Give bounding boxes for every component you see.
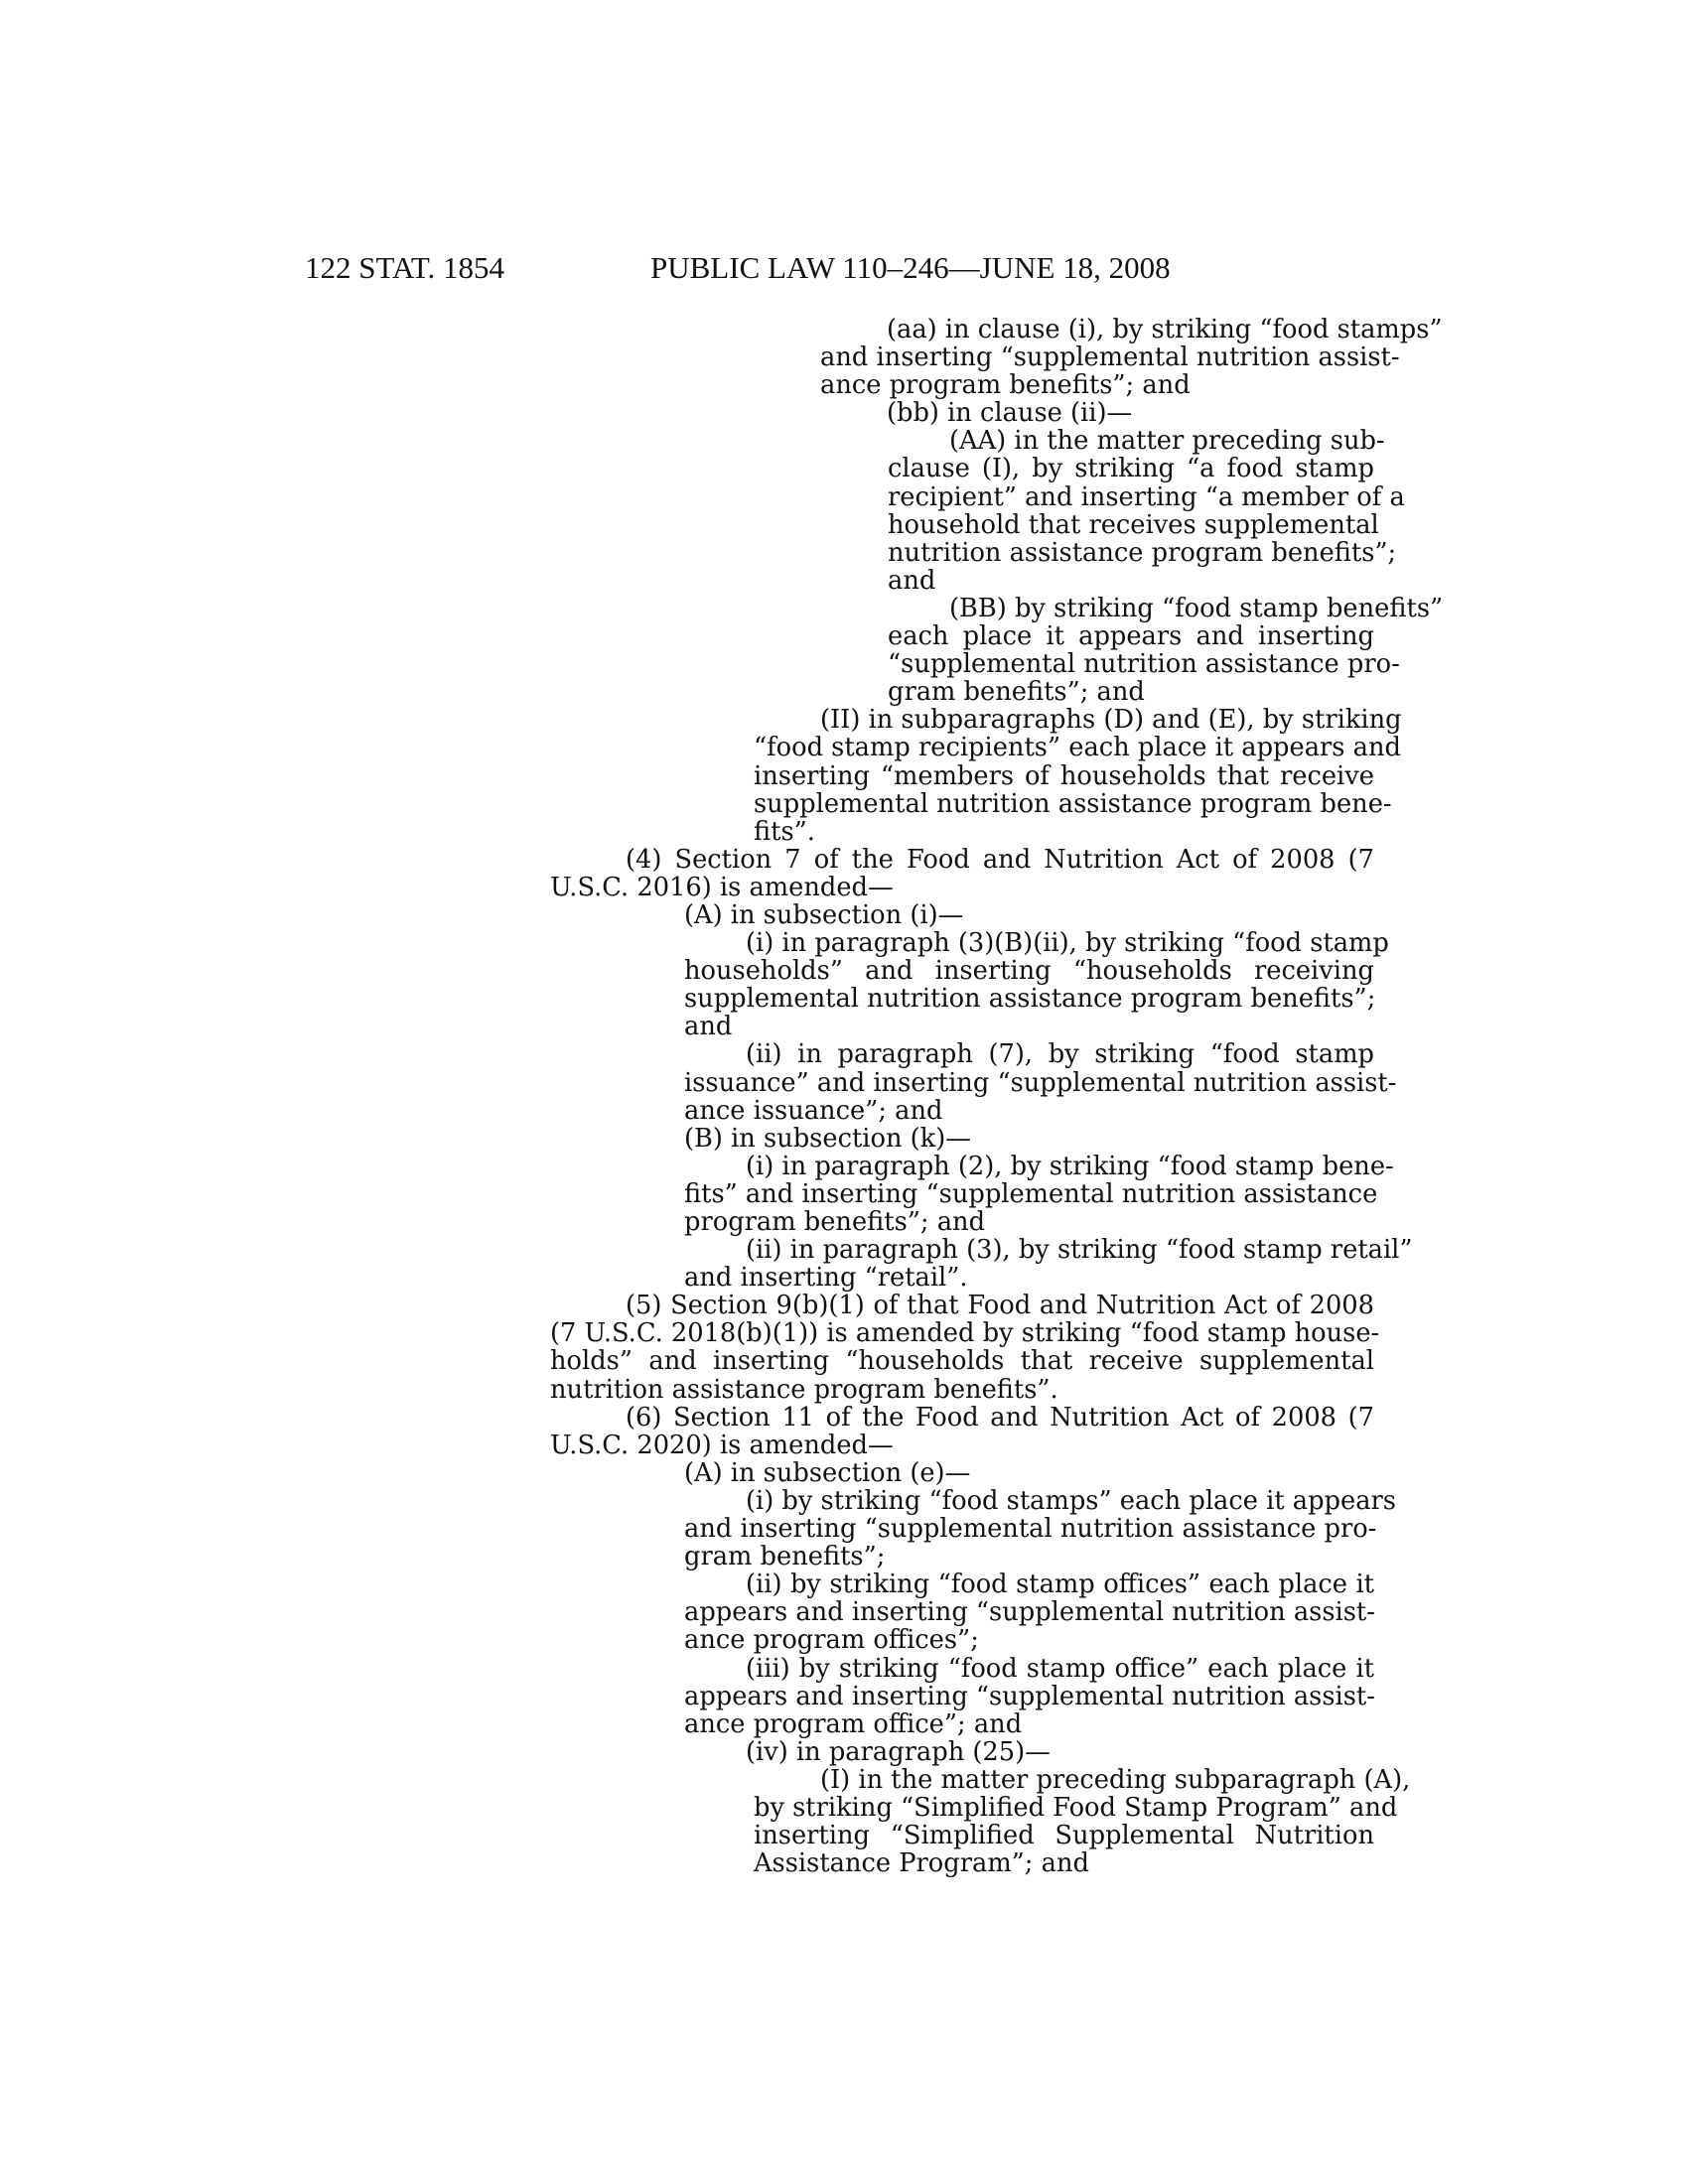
text-line: (A) in subsection (e)—: [684, 1457, 971, 1488]
text-line: and inserting “supplemental nutrition assistance pro-: [684, 1514, 1377, 1545]
text-line: (B) in subsection (k)—: [684, 1123, 971, 1154]
text-line: (i) in paragraph (3)(B)(ii), by striking “food stamp: [746, 928, 1389, 959]
text-line: and: [684, 1012, 733, 1042]
text-line: (ii) by striking “food stamp offices” each place it: [746, 1570, 1374, 1600]
text-line: (ii) in paragraph (7), by striking “food stamp: [746, 1039, 1374, 1070]
text-line: each place it appears and inserting: [888, 621, 1374, 652]
text-line: nutrition assistance program benefits”.: [550, 1374, 1058, 1405]
text-line: ance program benefits”; and: [820, 370, 1191, 401]
text-line: ance issuance”; and: [684, 1095, 943, 1126]
text-line: (bb) in clause (ii)—: [887, 398, 1133, 429]
text-line: (A) in subsection (i)—: [684, 899, 964, 930]
text-line: fits”.: [754, 816, 815, 847]
text-line: holds” and inserting “households that receive supplemental: [550, 1346, 1374, 1377]
text-line: supplemental nutrition assistance program benefits”;: [684, 984, 1376, 1015]
text-line: (iv) in paragraph (25)—: [746, 1736, 1051, 1767]
text-line: nutrition assistance program benefits”;: [888, 537, 1397, 568]
text-line: clause (I), by striking “a food stamp: [888, 454, 1374, 484]
text-line: households” and inserting “households receiving: [684, 956, 1374, 987]
text-line: (iii) by striking “food stamp office” each place it: [746, 1653, 1374, 1684]
text-line: (BB) by striking “food stamp benefits”: [949, 593, 1444, 623]
text-line: (I) in the matter preceding subparagraph (A),: [820, 1764, 1411, 1795]
text-line: “supplemental nutrition assistance pro-: [888, 649, 1400, 680]
text-line: and inserting “retail”.: [684, 1263, 968, 1294]
text-line: appears and inserting “supplemental nutrition assist-: [684, 1681, 1375, 1711]
text-line: (ii) in paragraph (3), by striking “food stamp retail”: [746, 1235, 1413, 1266]
text-line: supplemental nutrition assistance program bene-: [754, 788, 1392, 819]
text-line: fits” and inserting “supplemental nutrition assistance: [684, 1178, 1378, 1209]
text-line: inserting “Simplified Supplemental Nutrition: [754, 1821, 1374, 1851]
statute-body-text: [550, 315, 1444, 1879]
text-line: recipient” and inserting “a member of a: [888, 481, 1405, 512]
text-line: gram benefits”; and: [888, 677, 1145, 708]
text-line: (4) Section 7 of the Food and Nutrition Act of 2008 (7: [626, 844, 1374, 875]
text-line: gram benefits”;: [684, 1542, 886, 1572]
public-law-title: PUBLIC LAW 110–246—JUNE 18, 2008: [650, 250, 1171, 285]
text-line: (6) Section 11 of the Food and Nutrition Act of 2008 (7: [626, 1402, 1374, 1433]
text-line: (aa) in clause (i), by striking “food stamps”: [887, 315, 1443, 344]
text-line: U.S.C. 2016) is amended—: [550, 872, 894, 902]
text-line: ance program office”; and: [684, 1708, 1023, 1739]
text-line: (5) Section 9(b)(1) of that Food and Nutrition Act of 2008: [626, 1291, 1374, 1321]
text-line: household that receives supplemental: [888, 509, 1379, 540]
text-line: (II) in subparagraphs (D) and (E), by striking: [820, 705, 1402, 736]
text-line: Assistance Program”; and: [754, 1848, 1089, 1879]
text-line: (i) by striking “food stamps” each place it appears: [746, 1485, 1396, 1516]
text-line: (i) in paragraph (2), by striking “food stamp bene-: [746, 1151, 1394, 1181]
text-line: (AA) in the matter preceding sub-: [949, 426, 1385, 457]
running-header: [305, 248, 1298, 288]
text-line: by striking “Simplified Food Stamp Program” and: [754, 1792, 1398, 1823]
stat-citation: 122 STAT. 1854: [305, 250, 505, 285]
text-line: issuance” and inserting “supplemental nutrition assist-: [684, 1067, 1397, 1098]
text-line: “food stamp recipients” each place it appears and: [754, 733, 1401, 763]
text-line: (7 U.S.C. 2018(b)(1)) is amended by striking “food stamp house-: [550, 1318, 1380, 1349]
text-line: and: [888, 565, 936, 596]
text-line: appears and inserting “supplemental nutrition assist-: [684, 1597, 1375, 1628]
text-line: and inserting “supplemental nutrition assist-: [820, 342, 1400, 373]
text-line: ance program offices”;: [684, 1625, 979, 1656]
text-line: program benefits”; and: [684, 1207, 986, 1237]
text-line: inserting “members of households that receive: [754, 760, 1374, 791]
text-line: U.S.C. 2020) is amended—: [550, 1430, 894, 1460]
